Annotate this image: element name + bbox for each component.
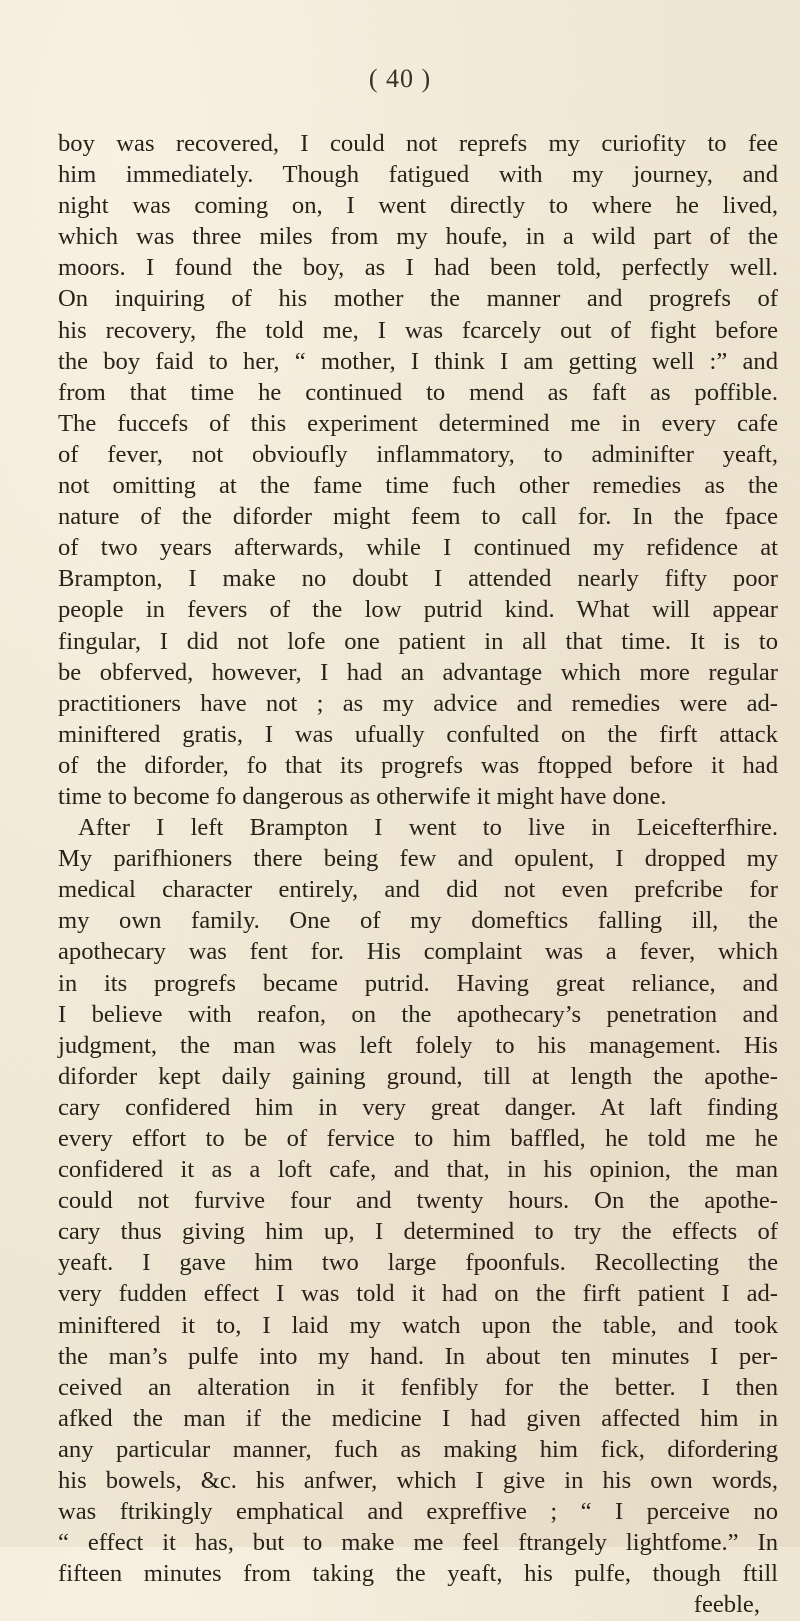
text-line: his bowels, &c. his anfwer, which I give in his own words,	[58, 1467, 778, 1495]
catchword: feeble,	[693, 1591, 760, 1619]
text-line: “ effect it has, but to make me feel ftrangely lightfome.” In	[58, 1529, 778, 1557]
text-line: could not furvive four and twenty hours. On the apothe-	[58, 1187, 778, 1215]
text-line: cary confidered him in very great danger. At laft finding	[58, 1093, 778, 1121]
text-line: I believe with reafon, on the apothecary’s penetration and	[58, 1000, 778, 1028]
text-line: cary thus giving him up, I determined to try the effects of	[58, 1218, 778, 1246]
text-line: my own family. One of my domeftics falling ill, the	[58, 907, 778, 935]
text-line: be obferved, however, I had an advantage which more regular	[58, 658, 778, 686]
text-line: which was three miles from my houfe, in a wild part of the	[58, 223, 778, 251]
body-text	[58, 128, 778, 1621]
text-line: in its progrefs became putrid. Having great reliance, and	[58, 969, 778, 997]
text-line: practitioners have not ; as my advice and remedies were ad-	[58, 689, 778, 717]
text-line: fifteen minutes from taking the yeaft, his pulfe, though ftill	[58, 1560, 778, 1588]
text-line: On inquiring of his mother the manner and progrefs of	[58, 285, 778, 313]
text-line: people in fevers of the low putrid kind. What will appear	[58, 596, 778, 624]
page-number: ( 40 )	[368, 64, 432, 93]
text-line: diforder kept daily gaining ground, till at length the apothe-	[58, 1062, 778, 1090]
text-line: My parifhioners there being few and opulent, I dropped my	[58, 845, 778, 873]
text-line: every effort to be of fervice to him baffled, he told me he	[58, 1125, 778, 1152]
text-line: After I left Brampton I went to live in Leicefterfhire.	[78, 814, 778, 842]
text-line: of fever, not obvioufly inflammatory, to adminifter yeaft,	[58, 440, 778, 468]
text-line: nature of the diforder might feem to call for. In the fpace	[58, 503, 778, 531]
text-line: very fudden effect I was told it had on the firft patient I ad-	[58, 1280, 778, 1308]
text-line: ceived an alteration in it fenfibly for the better. I then	[58, 1373, 778, 1401]
text-line: yeaft. I gave him two large fpoonfuls. Recollecting the	[58, 1249, 778, 1277]
text-line: moors. I found the boy, as I had been told, perfectly well.	[58, 254, 778, 282]
text-line: judgment, the man was left folely to his management. His	[58, 1031, 778, 1059]
text-line: apothecary was fent for. His complaint was a fever, which	[58, 938, 778, 966]
text-line: afked the man if the medicine I had given affected him in	[58, 1404, 778, 1432]
text-line: The fuccefs of this experiment determined me in every cafe	[58, 409, 778, 437]
text-line: was ftrikingly emphatical and expreffive ; “ I perceive no	[58, 1498, 778, 1526]
text-line: not omitting at the fame time fuch other remedies as the	[58, 472, 778, 500]
text-line: his recovery, fhe told me, I was fcarcely out of fight before	[58, 316, 778, 344]
text-line: of the diforder, fo that its progrefs was ftopped before it had	[58, 751, 778, 779]
text-line: the man’s pulfe into my hand. In about ten minutes I per-	[58, 1342, 778, 1370]
text-line: the boy faid to her, “ mother, I think I am getting well :” and	[58, 347, 778, 375]
text-line: miniftered it to, I laid my watch upon the table, and took	[58, 1311, 778, 1339]
text-line: Brampton, I make no doubt I attended nearly fifty poor	[58, 565, 778, 593]
text-line: any particular manner, fuch as making him fick, difordering	[58, 1435, 778, 1463]
text-line: time to become fo dangerous as otherwife it might have done.	[58, 782, 667, 810]
text-line: of two years afterwards, while I continued my refidence at	[58, 534, 778, 562]
text-line: medical character entirely, and did not even prefcribe for	[58, 876, 778, 904]
text-line: miniftered gratis, I was ufually confulted on the firft attack	[58, 720, 778, 748]
text-line: fingular, I did not lofe one patient in all that time. It is to	[58, 627, 778, 655]
text-line: from that time he continued to mend as faft as poffible.	[58, 378, 778, 406]
text-line: boy was recovered, I could not reprefs my curiofity to fee	[58, 130, 778, 157]
text-line: confidered it as a loft cafe, and that, in his opinion, the man	[58, 1156, 778, 1184]
text-line: him immediately. Though fatigued with my journey, and	[58, 161, 778, 189]
text-line: night was coming on, I went directly to where he lived,	[58, 192, 778, 220]
